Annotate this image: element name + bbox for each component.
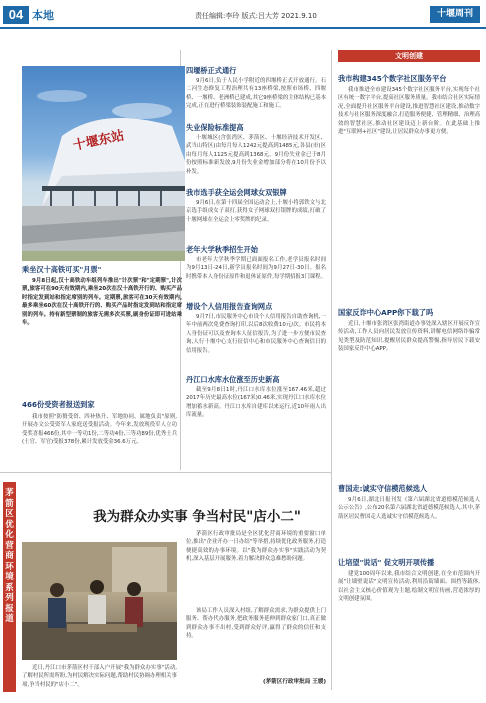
series-label-bar: 茅箭区优化营商环境系列报道 (3, 482, 16, 692)
caption-text: 9月8日起,汉十高铁动车组列车推出"计次票"和"定期票",计次票,旅客可在90天有效期内,乘坐20次在汉十高铁开行的、购买产品时指定发到站和指定席别的列车。定期票,旅客可在30天有效期内,最多乘坐60次在汉十高铁开行的、购买产品时指定发到站和指定席别的列车。持有新型票制的旅客无需多次买票,刷身份证即可进站乘车。 (22, 278, 182, 327)
feature-paragraph: 该局工作人员深入村组,了解群众需求,为群众提供上门服务、帮办代办服务,把政务服务延伸到群众家门口,真正做到群众办事不出村,受到群众好评,赢得了群众的信任和支持。 (186, 608, 326, 640)
header-rule (0, 27, 486, 29)
feature-body (186, 530, 326, 685)
photo-caption-body (22, 277, 182, 395)
article-title: 增设个人信用报告查询网点 (186, 302, 273, 311)
article-title: 失业保险标准提高 (186, 123, 244, 132)
article-body: 十堰城区(含张湾区、茅箭区、十堰经济技术开发区、武当山特区)由每月每人1242元提高到1485元,各县(市)区由每月每人1125元提高到1368元。9月份失业金已于8月份按照标准新发放,9月份失业金增加部分将在10月份予以补发。 (186, 135, 326, 175)
publication-name: 十堰周刊 (430, 6, 480, 23)
article-title: 曹国走:诚实守信模范候选人 (338, 484, 428, 493)
feature-paragraph: 茅箭区行政审批局是全区优化营商环境的重要窗口单位,推出"企业开办一日办结"等举措,持续优化政务服务,打造便捷高效的办事环境。以"我为群众办实事"实践活动为契机,深入基层开展服务,着力解决群众急难愁盼问题。 (186, 531, 326, 563)
article-title: 让培望"说话" 促文明开项传播 (338, 558, 435, 567)
feature-headline: 我为群众办实事 争当村民"店小二" (93, 509, 301, 525)
article-title: 老年大学秋季招生开始 (186, 245, 258, 254)
village-visit-photo (22, 542, 177, 660)
article-body: 9月6日,负于人民小学附近的四堰桥正式开放通行。石二河生态修复工程治理共有13座桥梁,按照市场桥、四堰桥、一堰桥、老洲桥已建成,其它9座桥梁的主体结构已基本完成,正在进行桥梁装饰装配施工和施工。 (186, 78, 326, 110)
article-body: 市老年大学秋季学期已面面报名工作,老学员报名时间为9月13日-24日,新学员报名时间为9月27日-30日。报名时携带本人身份证原件和退休证原件,每学期招报3门课程。 (186, 257, 326, 280)
feature-byline: (茅箭区行政审批局 王媛) (263, 679, 326, 685)
article-body: 近日,十堰市张湾区张湾街道办事处深入辖区开展反诈宣传活动,工作人员向居民发放宣传资料,讲解电信网络诈骗常见类型及防范知识,提醒居民群众提高警惕,指导居民下载安装国家反诈中心APP。 (338, 321, 480, 353)
page-header (0, 0, 486, 30)
article-body: 9月6日,湖北日报刊发《第六届湖北省道德模范候选人公示公告》,公布20名第六届湖北省道德模范候选人,其中,茅箭区居民曹国走人选诚实守信模范候选人。 (338, 497, 480, 520)
article-body: 我市按照"防赘受资、四补热升、军地协同、属地负责"原则,开展办文公受资军人家庭送受报活动。今年来,发放现役军人立功受奖喜报466份,其中一等功1份,二等功4份,三等功89份,优秀士兵(士官、军官)受报378份,累计发放受金36.6万元。 (22, 414, 177, 446)
photo-caption-title (22, 265, 182, 275)
photo-caption-bottom (22, 664, 177, 698)
article-body: 9月6日,在第十四届全国运动会上,十堰小将郭铁文与北京选手组成女子双打,获得女子网球双打银牌的成绩,打破了十堰网球在全运会上零奖牌的纪录。 (186, 200, 326, 223)
article-title: 我市构建345个数字社区服务平台 (338, 74, 447, 83)
article-title: 国家反诈中心APP你下载了吗 (338, 308, 434, 317)
article-title: 四堰桥正式通行 (186, 66, 237, 75)
caption-text: 近日,丹江口市茅箭区村干部入户开展"我为群众办实事"活动,了解村民所需所盼,为村民解决实际问题,帮助村民协调办理相关事项,争当村民的"店小二"。 (22, 665, 177, 688)
article-body: 我市推进全市建设345个数字社区服务平台,实现每个社区有统一数字平台,提高社区服务质量。我市结合社区实际情况,全面提升社区服务平台建设,推进智慧社区建设,推动数字技术与社区服务深度融合,打造服务便捷、管理精细、治理高效的智慧社区,推动社区建设迈上新台阶。在此基础上推进"互联网+社区"建设,让居民群众办事更方便。 (338, 87, 480, 136)
article-title: 466份受资者报送到家 (22, 400, 95, 409)
caption-heading: 乘坐汉十高铁可买"月票" (22, 265, 102, 274)
svg-text:十堰东站: 十堰东站 (71, 128, 126, 154)
sidebar-banner: 文明创建 (338, 50, 480, 62)
page-number: 04 (3, 6, 29, 24)
editor-credits: 责任编辑:李玲 版式:吕大芳 2021.9.10 (195, 12, 317, 20)
briefs-column (186, 66, 326, 428)
section-name: 本地 (32, 9, 54, 22)
article-466 (22, 400, 177, 469)
article-body: 建党100周年以来,我市结合文明创建,在全市范围内开展"让墙壁说话"文明宣传活动,利用沿街墙面、围挡等载体,以社会主义核心价值观为主题,绘制文明宣传画,营造浓厚的文明创建氛围。 (338, 571, 480, 603)
article-body: 截至9月8日1时,丹江口水库水位涨至167.46米,超过2017年历史最高水位(167米)0.46米,实现丹江口水库水位增加蓄水新高。丹江口水库自建库以来运行,近10年雨人出库流量。 (186, 387, 326, 419)
column-divider (331, 50, 332, 690)
article-title: 我市选手获全运会网球女双银牌 (186, 188, 287, 197)
article-body: 9月7日,市民服务中心市设个人信用报告自助查询机,一年中前两次免费查询打印,以后8次收费10元/次。市民将本人身份证可以及查询本人征信报告,为了进一步方便市民查询,人行十堰中心支行征信中心和市民服务中心查询信日的信用报告。 (186, 314, 326, 354)
section-divider (0, 472, 331, 473)
sidebar-column (338, 74, 480, 638)
article-title: 丹江口水库水位涨至历史新高 (186, 375, 280, 384)
train-station-photo (22, 66, 185, 261)
